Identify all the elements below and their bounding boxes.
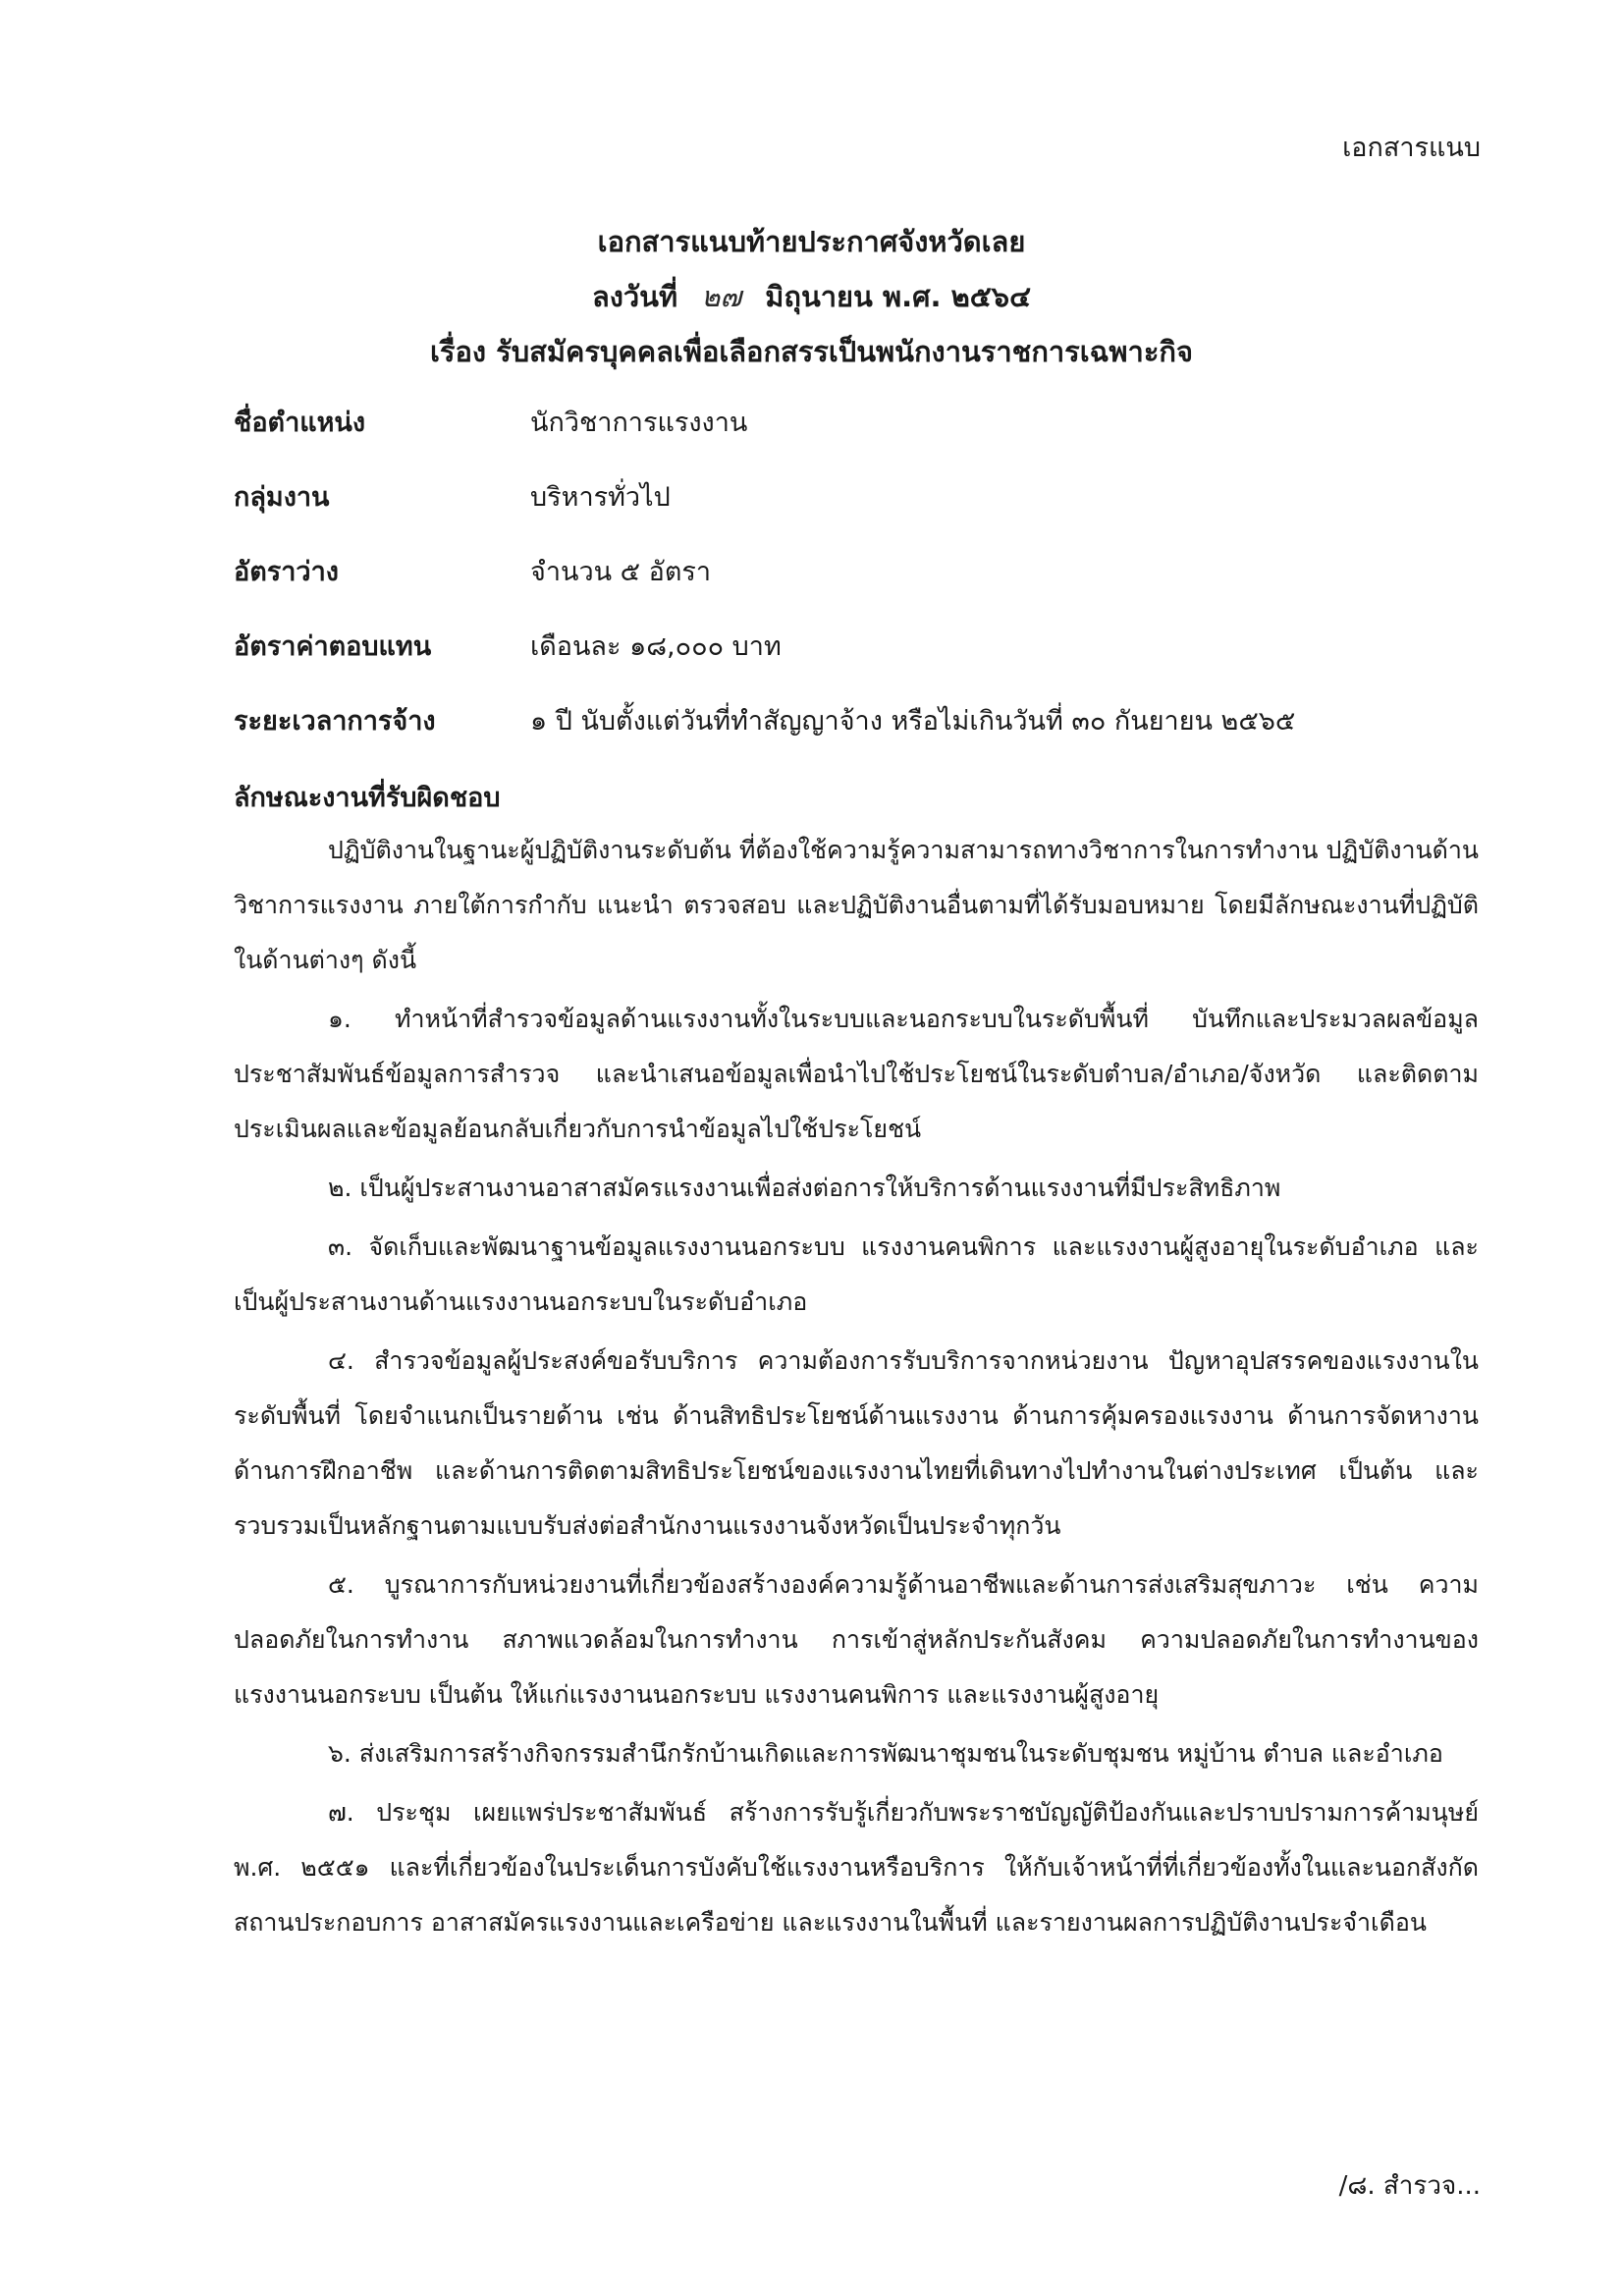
position-fields (234, 401, 1481, 774)
document-date (0, 269, 1623, 324)
field-row-vacancies (234, 550, 1481, 625)
field-label: กลุ่มงาน (234, 482, 330, 513)
section-title: ลักษณะงานที่รับผิดชอบ (234, 783, 501, 813)
field-label: อัตราค่าตอบแทน (234, 631, 432, 662)
paragraph-item-5: ๕. บูรณาการกับหน่วยงานที่เกี่ยวข้องสร้างองค์ความรู้ด้านอาชีพและด้านการส่งเสริมสุขภาวะ เช่น ความปลอดภัยในการทำงาน สภาพแวดล้อมในการทำงาน การเข้าสู่หลักประกันสังคม ความปลอดภัยในการทำงานของแรงงานนอกระบบ เป็นต้น ให้แก่แรงงานนอกระบบ แรงงานคนพิการ และแรงงานผู้สูงอายุ (234, 1570, 1479, 1709)
responsibilities-text (234, 823, 1479, 1954)
date-prefix: ลงวันที่ (591, 280, 678, 313)
paragraph-item-7: ๗. ประชุม เผยแพร่ประชาสัมพันธ์ สร้างการรับรู้เกี่ยวกับพระราชบัญญัติป้องกันและปราบปรามการค้ามนุษย์ พ.ศ. ๒๕๕๑ และที่เกี่ยวข้องในประเด็นการบังคับใช้แรงงานหรือบริการ ให้กับเจ้าหน้าที่ที่เกี่ยวข้องทั้งในและนอกสังกัด สถานประกอบการ อาสาสมัครแรงงานและเครือข่าย และแรงงานในพื้นที่ และรายงานผลการปฏิบัติงานประจำเดือน (234, 1798, 1479, 1937)
field-row-position (234, 401, 1481, 475)
paragraph-item-6: ๖. ส่งเสริมการสร้างกิจกรรมสำนึกรักบ้านเกิดและการพัฒนาชุมชนในระดับชุมชน หมู่บ้าน ตำบล และอำเภอ (328, 1739, 1443, 1768)
document-title: เอกสารแนบท้ายประกาศจังหวัดเลย (597, 225, 1026, 258)
field-label: ชื่อตำแหน่ง (234, 408, 366, 438)
field-value: บริหารทั่วไป (530, 482, 671, 513)
paragraph-item-4: ๔. สำรวจข้อมูลผู้ประสงค์ขอรับบริการ ความต้องการรับบริการจากหน่วยงาน ปัญหาอุปสรรคของแรงงานในระดับพื้นที่ โดยจำแนกเป็นรายด้าน เช่น ด้านสิทธิประโยชน์ด้านแรงงาน ด้านการคุ้มครองแรงงาน ด้านการจัดหางาน ด้านการฝึกอาชีพ และด้านการติดตามสิทธิประโยชน์ของแรงงานไทยที่เดินทางไปทำงานในต่างประเทศ เป็นต้น และรวบรวมเป็นหลักฐานตามแบบรับส่งต่อสำนักงานแรงงานจังหวัดเป็นประจำทุกวัน (234, 1346, 1479, 1540)
document-subject: เรื่อง รับสมัครบุคคลเพื่อเลือกสรรเป็นพนักงานราชการเฉพาะกิจ (430, 335, 1193, 368)
paragraph-item-3: ๓. จัดเก็บและพัฒนาฐานข้อมูลแรงงานนอกระบบ แรงงานคนพิการ และแรงงานผู้สูงอายุในระดับอำเภอ และเป็นผู้ประสานงานด้านแรงงานนอกระบบในระดับอำเภอ (234, 1232, 1479, 1316)
field-label: อัตราว่าง (234, 557, 339, 587)
attachment-label: เอกสารแนบ (1342, 133, 1481, 163)
field-value: นักวิชาการแรงงาน (530, 408, 748, 438)
field-value: จำนวน ๕ อัตรา (530, 557, 712, 587)
continuation-marker: /๘. สำรวจ... (1338, 2171, 1481, 2201)
field-row-duration (234, 699, 1481, 774)
paragraph-item-1: ๑. ทำหน้าที่สำรวจข้อมูลด้านแรงงานทั้งในระบบและนอกระบบในระดับพื้นที่ บันทึกและประมวลผลข้อมูล ประชาสัมพันธ์ข้อมูลการสำรวจ และนำเสนอข้อมูลเพื่อนำไปใช้ประโยชน์ในระดับตำบล/อำเภอ/จังหวัด และติดตามประเมินผลและข้อมูลย้อนกลับเกี่ยวกับการนำข้อมูลไปใช้ประโยชน์ (234, 1005, 1479, 1143)
field-label: ระยะเวลาการจ้าง (234, 706, 436, 737)
date-day-handwritten: ๒๗ (701, 280, 742, 313)
field-row-group (234, 475, 1481, 550)
field-value: เดือนละ ๑๘,๐๐๐ บาท (530, 631, 782, 662)
paragraph-item-2: ๒. เป็นผู้ประสานงานอาสาสมัครแรงงานเพื่อส่งต่อการให้บริการด้านแรงงานที่มีประสิทธิภาพ (328, 1174, 1281, 1202)
field-row-salary (234, 625, 1481, 699)
paragraph-intro: ปฏิบัติงานในฐานะผู้ปฏิบัติงานระดับต้น ที่ต้องใช้ความรู้ความสามารถทางวิชาการในการทำงาน ปฏิบัติงานด้านวิชาการแรงงาน ภายใต้การกำกับ แนะนำ ตรวจสอบ และปฏิบัติงานอื่นตามที่ได้รับมอบหมาย โดยมีลักษณะงานที่ปฏิบัติในด้านต่างๆ ดังนี้ (234, 836, 1479, 974)
field-value: ๑ ปี นับตั้งแต่วันที่ทำสัญญาจ้าง หรือไม่เกินวันที่ ๓๐ กันยายน ๒๕๖๕ (530, 706, 1296, 737)
date-suffix: มิถุนายน พ.ศ. ๒๕๖๔ (765, 280, 1032, 313)
document-header (0, 214, 1623, 379)
